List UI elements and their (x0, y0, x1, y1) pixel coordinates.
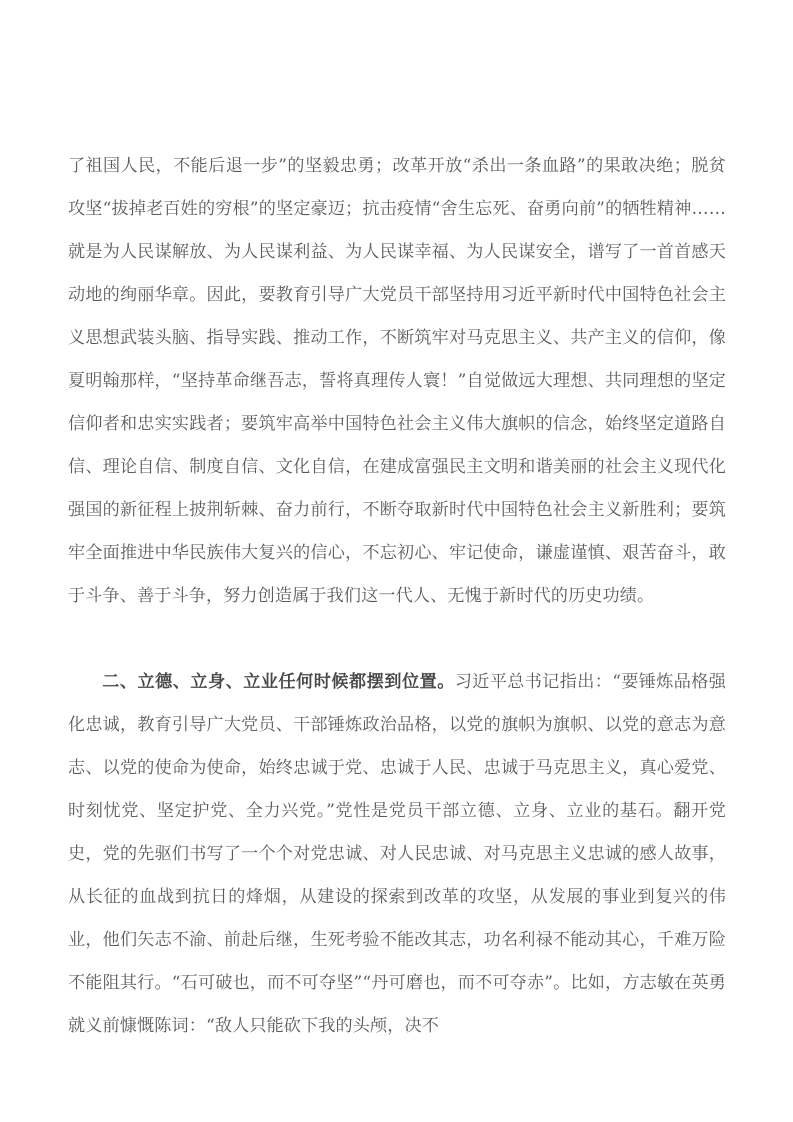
paragraph-continuation (68, 145, 726, 618)
section-heading-two: 二、立德、立身、立业任何时候都摆到位置。 (102, 672, 455, 692)
paragraph-text: 了祖国人民，不能后退一步”的坚毅忠勇；改革开放“杀出一条血路”的果敢决绝；脱贫攻坚“拔掉老百姓的穷根”的坚定豪迈；抗击疫情“舍生忘死、奋勇向前”的牺牲精神……就是为人民谋解放、为人民谋利益、为人民谋幸福、为人民谋安全，谱写了一首首感天动地的绚丽华章。因此，要教育引导广大党员干部坚持用习近平新时代中国特色社会主义思想武装头脑、指导实践、推动工作，不断筑牢对马克思主义、共产主义的信仰，像夏明翰那样，“坚持革命继吾志，誓将真理传人寰！”自觉做远大理想、共同理想的坚定信仰者和忠实实践者；要筑牢高举中国特色社会主义伟大旗帜的信念，始终坚定道路自信、理论自信、制度自信、文化自信，在建成富强民主文明和谐美丽的社会主义现代化强国的新征程上披荆斩棘、奋力前行，不断夺取新时代中国特色社会主义新胜利；要筑牢全面推进中华民族伟大复兴的信心，不忘初心、牢记使命，谦虚谨慎、艰苦奋斗，敢于斗争、善于斗争，努力创造属于我们这一代人、无愧于新时代的历史功绩。 (68, 156, 726, 606)
document-text-body (68, 145, 726, 1048)
paragraph-section-two (68, 661, 726, 1048)
paragraph-text: 习近平总书记指出：“要锤炼品格强化忠诚，教育引导广大党员、干部锤炼政治品格，以党的旗帜为旗帜、以党的意志为意志、以党的使命为使命，始终忠诚于党、忠诚于人民、忠诚于马克思主义，真心爱党、时刻忧党、坚定护党、全力兴党。”党性是党员干部立德、立身、立业的基石。翻开党史，党的先驱们书写了一个个对党忠诚、对人民忠诚、对马克思主义忠诚的感人故事，从长征的血战到抗日的烽烟，从建设的探索到改革的攻坚，从发展的事业到复兴的伟业，他们矢志不渝、前赴后继，生死考验不能改其志，功名利禄不能动其心，千难万险不能阻其行。“石可破也，而不可夺坚”“丹可磨也，而不可夺赤”。比如，方志敏在英勇就义前慷慨陈词：“敌人只能砍下我的头颅，决不 (68, 672, 726, 1036)
